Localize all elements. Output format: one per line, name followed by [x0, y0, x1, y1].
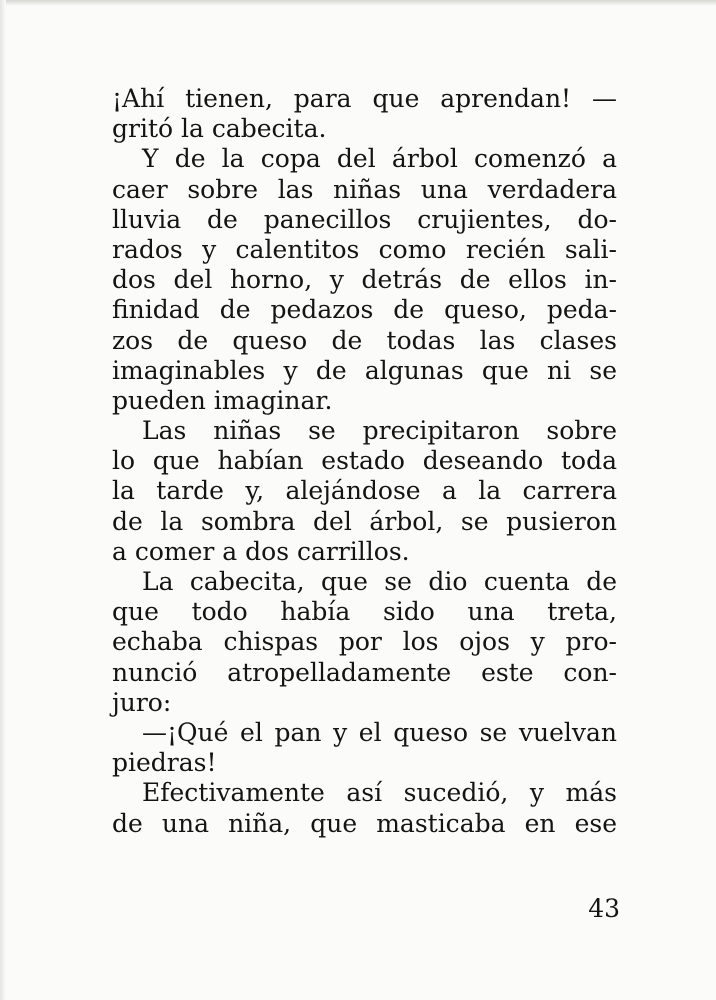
text-line: Y de la copa del árbol comenzó a: [142, 144, 617, 174]
text-line: ¡Ahí tienen, para que aprendan! —: [112, 84, 617, 113]
text-line: finidad de pedazos de queso, peda-: [112, 295, 617, 325]
text-line: de una niña, que masticaba en ese: [112, 808, 617, 838]
text-line: que todo había sido una treta,: [112, 597, 617, 627]
text-line: zos de queso de todas las clases: [112, 325, 617, 355]
text-line: lluvia de panecillos crujientes, do-: [112, 204, 617, 234]
text-line: de la sombra del árbol, se pusieron: [112, 506, 617, 536]
text-line: echaba chispas por los ojos y pro-: [112, 627, 617, 657]
text-line: caer sobre las niñas una verdadera: [112, 174, 617, 204]
text-line: gritó la cabecita.: [112, 114, 327, 144]
text-line: rados y calentitos como recién sali-: [112, 234, 617, 264]
text-line: piedras!: [112, 748, 217, 778]
page-number: 43: [588, 894, 620, 923]
text-line: dos del horno, y detrás de ellos in-: [112, 265, 617, 295]
text-line: pueden imaginar.: [112, 385, 333, 415]
page-edge-shadow-left: [0, 0, 6, 1000]
text-line: Las niñas se precipitaron sobre: [142, 416, 617, 446]
text-line: la tarde y, alejándose a la carrera: [112, 476, 617, 506]
text-line: a comer a dos carrillos.: [112, 536, 410, 566]
text-line: juro:: [112, 687, 172, 717]
text-line: lo que habían estado deseando toda: [112, 446, 617, 476]
text-line: —¡Qué el pan y el queso se vuelvan: [142, 717, 617, 747]
page-edge-shadow-top: [0, 0, 716, 6]
text-line: La cabecita, que se dio cuenta de: [142, 567, 617, 596]
text-line: Efectivamente así sucedió, y más: [142, 778, 617, 808]
text-line: nunció atropelladamente este con-: [112, 657, 617, 687]
body-text: [112, 84, 617, 839]
text-line: imaginables y de algunas que ni se: [112, 355, 617, 385]
